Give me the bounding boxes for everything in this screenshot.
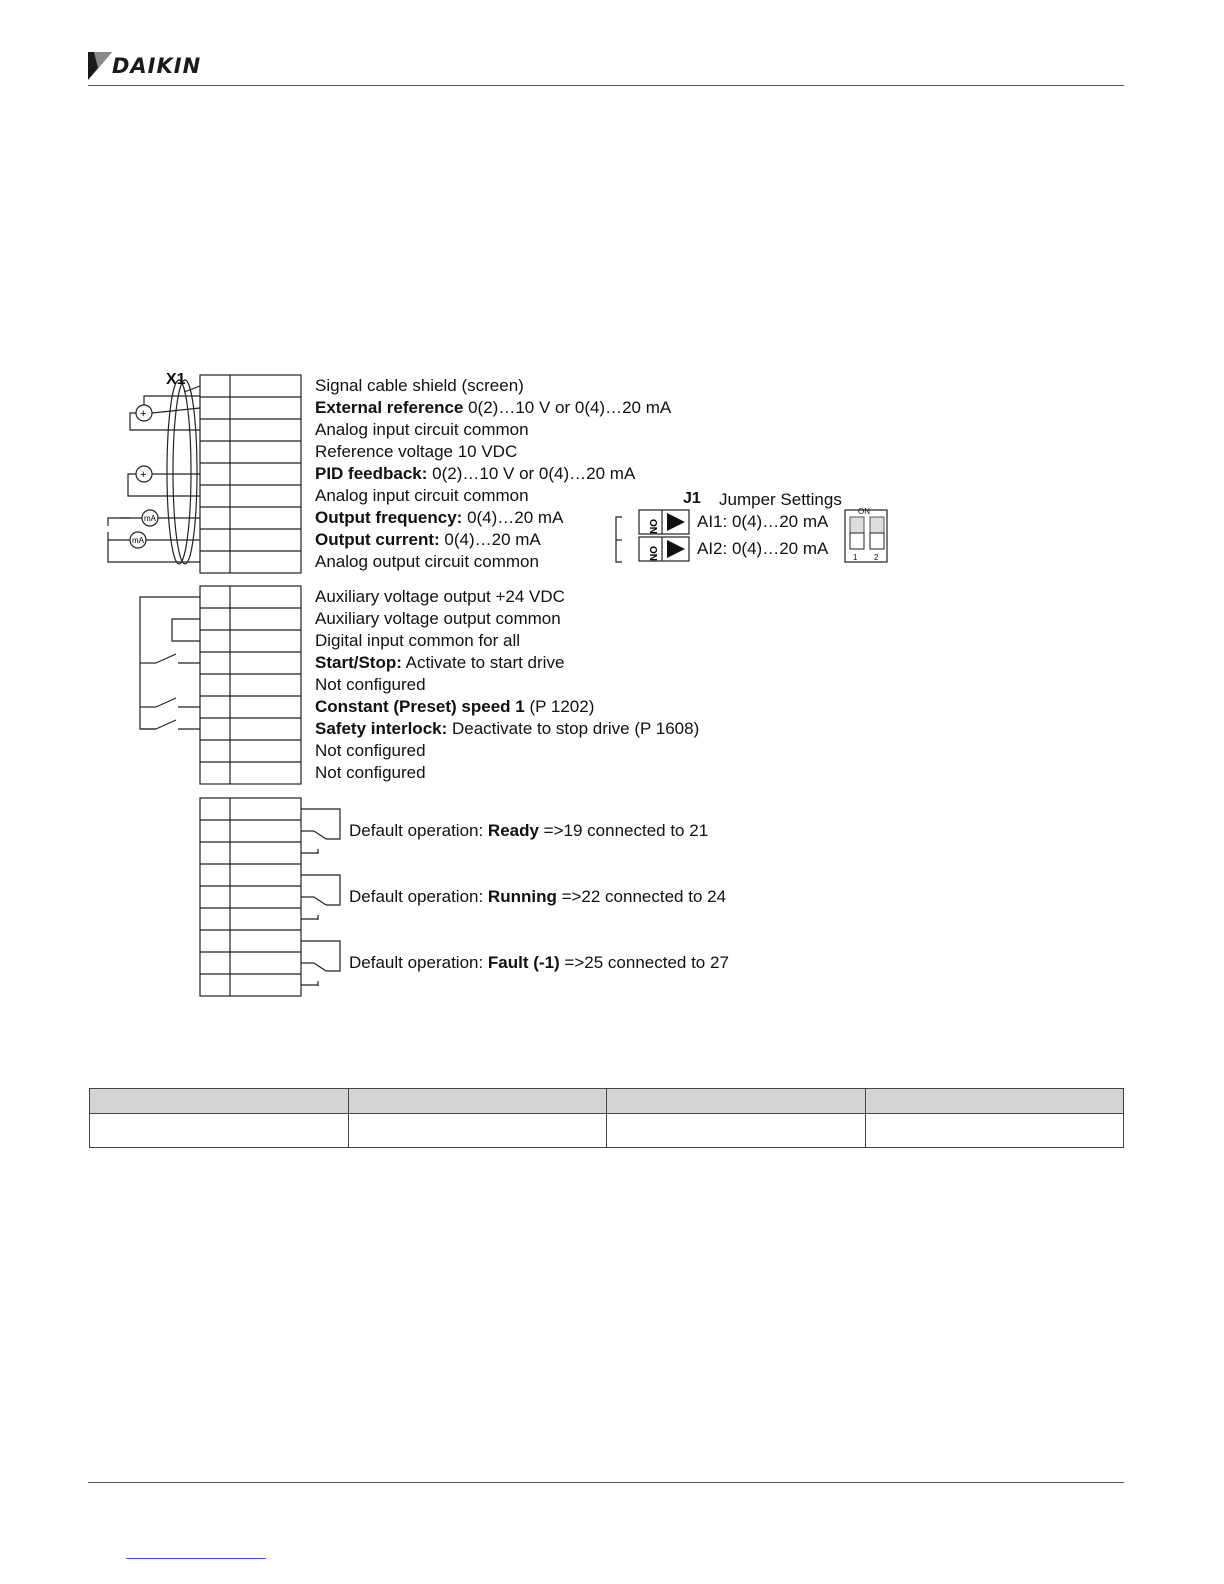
terminal-name	[234, 397, 302, 419]
terminal-description-bold: Output frequency:	[315, 508, 463, 527]
terminal-name	[234, 820, 302, 842]
terminal-name	[234, 974, 302, 996]
terminal-description-text: Not configured	[315, 741, 426, 760]
switch-contact	[156, 654, 176, 663]
terminal-number	[203, 586, 229, 608]
terminal-description	[315, 740, 426, 762]
terminal-name	[234, 908, 302, 930]
daikin-logo	[88, 52, 218, 82]
jumper-settings-title: Jumper Settings	[719, 490, 842, 509]
terminal-name	[234, 886, 302, 908]
terminal-number	[203, 740, 229, 762]
relay-operation-pre: Default operation:	[349, 953, 488, 972]
cable-shield-outline	[173, 380, 197, 564]
terminal-name	[234, 485, 302, 507]
ao-common-wire	[108, 518, 130, 526]
terminal-name	[234, 652, 302, 674]
terminal-name	[234, 586, 302, 608]
dip-switch-on	[850, 517, 864, 533]
terminal-number	[203, 463, 229, 485]
terminal-description-text: 0(4)…20 mA	[462, 508, 564, 527]
terminal-description	[315, 375, 524, 397]
relay-operation-pre: Default operation:	[349, 821, 488, 840]
terminal-number	[203, 375, 229, 397]
table-header-cell	[607, 1089, 866, 1114]
terminal-description-text: Not configured	[315, 675, 426, 694]
terminal-number	[203, 842, 229, 864]
terminal-number	[203, 762, 229, 784]
relay-common-wire	[301, 809, 340, 839]
terminal-description-text: Digital input common for all	[315, 631, 521, 650]
gnd-dcom-jumper	[172, 619, 200, 641]
arrow-right-icon	[667, 513, 685, 531]
terminal-description-text: 0(4)…20 mA	[439, 530, 541, 549]
terminal-description-text: Deactivate to stop drive (P 1608)	[447, 719, 700, 738]
terminal-name	[234, 864, 302, 886]
terminal-name	[234, 551, 302, 573]
terminal-description-bold: Start/Stop:	[315, 653, 402, 672]
relay-operation-pre: Default operation:	[349, 887, 488, 906]
footer-link-underline[interactable]	[126, 1558, 266, 1559]
terminal-name	[234, 842, 302, 864]
terminal-description	[315, 718, 699, 740]
j1-label: J1	[683, 490, 701, 507]
terminal-number	[203, 696, 229, 718]
terminal-name	[234, 507, 302, 529]
terminal-description	[315, 419, 529, 441]
terminal-number	[203, 674, 229, 696]
terminal-description	[315, 507, 563, 529]
terminal-name	[234, 630, 302, 652]
terminal-name	[234, 798, 302, 820]
table-row	[90, 1114, 1124, 1148]
terminal-description	[315, 485, 529, 507]
terminal-number	[203, 419, 229, 441]
terminal-name	[234, 441, 302, 463]
relay-operation-post: =>22 connected to 24	[556, 887, 727, 906]
terminal-description-text: Analog input circuit common	[315, 486, 529, 505]
relay-operation-bold: Running	[487, 887, 557, 906]
parameter-table	[89, 1088, 1124, 1148]
terminal-number	[203, 798, 229, 820]
terminal-name	[234, 375, 302, 397]
table-header-cell	[348, 1089, 607, 1114]
terminal-description-bold: Safety interlock:	[315, 719, 448, 738]
terminal-description-text: Analog input circuit common	[315, 420, 529, 439]
terminal-name	[234, 930, 302, 952]
relay-common-wire	[301, 941, 340, 971]
terminal-name	[234, 419, 302, 441]
daikin-logo-mark-icon	[88, 52, 112, 80]
terminal-number	[203, 652, 229, 674]
terminal-description-text: 0(2)…10 V or 0(4)…20 mA	[427, 464, 636, 483]
terminal-name	[234, 696, 302, 718]
plus-icon: +	[140, 469, 147, 481]
terminal-description	[315, 674, 426, 696]
terminal-number	[203, 886, 229, 908]
terminal-description	[315, 608, 561, 630]
table-cell	[348, 1114, 607, 1148]
table-cell	[90, 1114, 349, 1148]
terminal-description-text: Auxiliary voltage output common	[315, 609, 561, 628]
terminal-number	[203, 820, 229, 842]
terminal-description	[315, 441, 517, 463]
terminal-description	[315, 630, 520, 652]
table-header-cell	[90, 1089, 349, 1114]
terminal-description-text: Not configured	[315, 763, 426, 782]
terminal-number	[203, 441, 229, 463]
jumper-on-label: ON	[647, 519, 658, 534]
arrow-right-icon	[667, 540, 685, 558]
terminal-name	[234, 952, 302, 974]
dip-label-2: 2	[874, 553, 879, 562]
terminal-number	[203, 718, 229, 740]
switch-contact	[156, 720, 176, 729]
relay-contact	[314, 897, 326, 905]
terminal-number	[203, 485, 229, 507]
dip-switch-off	[870, 533, 884, 549]
terminal-description	[315, 551, 539, 573]
terminal-number	[203, 974, 229, 996]
dip-on-label: ON	[858, 507, 870, 516]
terminal-number	[203, 551, 229, 573]
terminal-description-text: Signal cable shield (screen)	[315, 376, 524, 395]
ma-meter-label: mA	[144, 514, 156, 523]
relay-contact	[314, 831, 326, 839]
table-header-row	[90, 1089, 1124, 1114]
terminal-description	[315, 586, 565, 608]
shield-wire	[184, 386, 200, 392]
terminal-description-bold: PID feedback:	[315, 464, 428, 483]
terminal-name	[234, 529, 302, 551]
relay-operation-bold: Ready	[487, 821, 539, 840]
jumper-ai1-text: AI1: 0(4)…20 mA	[697, 512, 829, 531]
table-cell	[607, 1114, 866, 1148]
terminal-description	[315, 652, 564, 674]
terminal-description-bold: External reference	[315, 398, 464, 417]
dip-switch-off	[850, 533, 864, 549]
relay-default-operation	[349, 820, 708, 842]
switch-contact	[156, 698, 176, 707]
terminal-number	[203, 630, 229, 652]
terminal-description-text: Activate to start drive	[401, 653, 565, 672]
agnd-wire	[128, 474, 200, 496]
relay-operation-post: =>19 connected to 21	[538, 821, 709, 840]
terminal-description-bold: Output current:	[315, 530, 440, 549]
relay-operation-post: =>25 connected to 27	[559, 953, 729, 972]
terminal-description-text: (P 1202)	[524, 697, 595, 716]
header-rule	[88, 85, 1124, 86]
terminal-number	[203, 608, 229, 630]
terminal-description	[315, 762, 426, 784]
terminal-description-text: Analog output circuit common	[315, 552, 539, 571]
relay-default-operation	[349, 952, 729, 974]
footer-rule	[88, 1482, 1124, 1483]
dip-label-1: 1	[853, 553, 858, 562]
relay-contact	[314, 963, 326, 971]
terminal-name	[234, 674, 302, 696]
relay-default-operation	[349, 886, 726, 908]
jumper-ai2-text: AI2: 0(4)…20 mA	[697, 539, 829, 558]
relay-operation-bold: Fault (-1)	[487, 953, 560, 972]
terminal-number	[203, 507, 229, 529]
terminal-number	[203, 529, 229, 551]
terminal-number	[203, 952, 229, 974]
dip-switch-on	[870, 517, 884, 533]
terminal-name	[234, 608, 302, 630]
terminal-name	[234, 762, 302, 784]
plus-icon: +	[140, 408, 147, 420]
terminal-description-text: Reference voltage 10 VDC	[315, 442, 518, 461]
terminal-description-text: Auxiliary voltage output +24 VDC	[315, 587, 565, 606]
terminal-description	[315, 529, 541, 551]
table-cell	[865, 1114, 1124, 1148]
terminal-description	[315, 397, 671, 419]
terminal-name	[234, 740, 302, 762]
terminal-description-bold: Constant (Preset) speed 1	[315, 697, 525, 716]
wiring-diagram	[100, 366, 900, 1006]
relay-common-wire	[301, 875, 340, 905]
table-header-cell	[865, 1089, 1124, 1114]
terminal-description	[315, 696, 594, 718]
x1-label: X1	[166, 371, 186, 388]
terminal-number	[203, 908, 229, 930]
cable-shield-outline	[167, 380, 191, 564]
terminal-description-text: 0(2)…10 V or 0(4)…20 mA	[463, 398, 672, 417]
terminal-description	[315, 463, 635, 485]
jumper-on-label: ON	[647, 546, 658, 561]
terminal-number	[203, 930, 229, 952]
terminal-number	[203, 397, 229, 419]
terminal-number	[203, 864, 229, 886]
ma-meter-label: mA	[132, 536, 144, 545]
terminal-name	[234, 463, 302, 485]
terminal-name	[234, 718, 302, 740]
brand-name: DAIKIN	[112, 54, 202, 78]
